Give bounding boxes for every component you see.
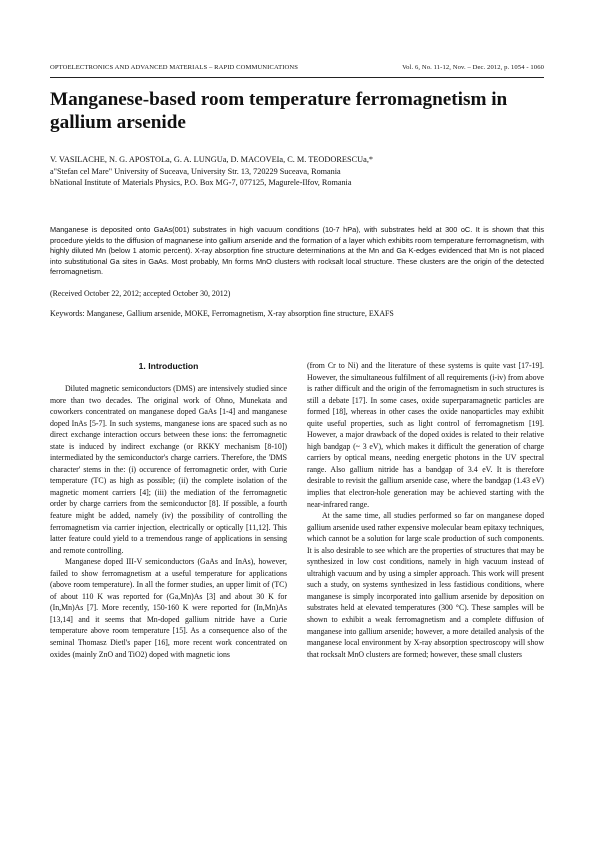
keywords: Keywords: Manganese, Gallium arsenide, MOKE, Ferromagnetism, X-ray absorption fine structure, EXAFS bbox=[50, 309, 394, 318]
journal-name: OPTOELECTRONICS AND ADVANCED MATERIALS – RAPID COMMUNICATIONS bbox=[50, 64, 299, 71]
received-dates: (Received October 22, 2012; accepted October 30, 2012) bbox=[50, 289, 231, 298]
affiliation-b: bNational Institute of Materials Physics, P.O. Box MG-7, 077125, Magurele-Ilfov, Romania bbox=[50, 178, 352, 187]
section-heading-introduction: 1. Introduction bbox=[138, 361, 199, 371]
running-header bbox=[50, 64, 544, 76]
paragraph: Manganese doped III-V semiconductors (GaAs and InAs), however, failed to show ferromagnetism at a useful temperature for applications (above room temperature). In all the former studies, an upper limit of (TC) of about 110 K was reported for (Ga,Mn)As [3] and about 30 K for (In,Mn)As [7]. More recently, 150-160 K were reported for (In,Mn)As [13,14] and it seems that Mn-doped gallium nitride have a Curie temperature above room temperature [15]. As a consequence also of the seminal Thomasz Dietl's paper [16], more recent work concentrated on oxides (mainly ZnO and TiO2) doped with magnetic ions bbox=[50, 557, 287, 659]
author-list: V. VASILACHE, N. G. APOSTOLa, G. A. LUNGUa, D. MACOVEIa, C. M. TEODORESCUa,* bbox=[50, 155, 374, 164]
header-rule bbox=[50, 77, 544, 78]
paragraph: (from Cr to Ni) and the literature of these systems is quite vast [17-19]. However, the simultaneous fulfilment of all requirements (i-iv) from above is rather difficult and the origin of the ferromagnetism in such structures is still a debate [17]. In some cases, oxide superparamagnetic particles are formed [18], whereas in other cases the oxide nanoparticles may exhibit quite useful properties, such as light control of ferromagnetism [19]. However, a major drawback of the doped oxides is related to their relative high bandgap (~ 3 eV), which makes it difficult the generation of charge carriers by optical means, needing energetic photons in the UV spectral range. Also gallium nitride has a bandgap of 3.4 eV. It is therefore desirable to revisit the gallium arsenide case, where the bandgap (1.43 eV) implies that electron-hole generation may be achieved starting with the near-infrared range. bbox=[307, 361, 544, 509]
right-column bbox=[307, 360, 544, 660]
left-column bbox=[50, 360, 287, 660]
abstract: Manganese is deposited onto GaAs(001) substrates in high vacuum conditions (10-7 hPa), with substrates held at 300 oC. It is shown that this procedure yields to the diffusion of magnanese into gallium arsenide and the formation of a layer which exhibits room temperature ferromagnetism, with highly diluted Mn (below 1 atomic percent). X-ray absorption fine structure determinations at the Mn and Ga K-edges evidenced that Mn is not placed into substitutional Ga sites in GaAs. Most probably, Mn forms MnO clusters with rocksalt local structure. These clusters are the origin of the detected ferromagnetism. bbox=[50, 225, 544, 276]
paragraph: At the same time, all studies performed so far on manganese doped gallium arsenide used rather expensive molecular beam epitaxy techniques, which cannot be a solution for large scale production of such components. It is also desirable to see which are the properties of structures that may be synthesized in low cost conditions, namely in high vacuum instead of ultrahigh vacuum and by using a simpler approach. This work will present such a study, on systems synthesized in less fastidious conditions, where manganese is simply incorporated into gallium arsenide by deposition on substrates held at elevated temperatures (300 °C). These samples will be shown to exhibit a weak ferromagnetism and a complete diffusion of manganese into gallium arsenide; however, a more detailed analysis of the manganese local environment by X-ray absorption spectroscopy will show that rocksalt MnO clusters are formed; however, these small clusters bbox=[307, 511, 544, 659]
affiliation-a: a"Stefan cel Mare" University of Suceava, University Str. 13, 720229 Suceava, Romania bbox=[50, 167, 341, 176]
paper-title: Manganese-based room temperature ferromagnetism in gallium arsenide bbox=[50, 89, 508, 133]
volume-info: Vol. 6, No. 11-12, Nov. – Dec. 2012, p. 1054 - 1060 bbox=[402, 64, 544, 71]
paragraph: Diluted magnetic semiconductors (DMS) are intensively studied since more than two decades. The original work of Ohno, Munekata and coworkers concentrated on manganese doped GaAs [1-4] and manganese doped InAs [5-7]. In such systems, manganese ions are spaced such as no direct exchange interaction occurs between these ions: the ferromagnetic state is induced by indirect exchange (or RKKY mechanism [8-10]) intermediated by the semiconductor's charge carriers. Therefore, the 'DMS character' stems in the: (i) occurence of ferromagnetic order, with Curie temperature (TC) as high as possible; (ii) the complete isolation of the magnetic moment carriers [4]; (iii) the mediation of the ferromagnetic order by charge carriers from the semiconductor [8]. If possible, a fourth feature might be added, namely (iv) the possibility of controlling the ferromagnetism via carrier injection, electrically or optically [11,12]. This latter feature could yield to a tremendous range of applications in sensing and remote controlling. bbox=[50, 384, 287, 555]
